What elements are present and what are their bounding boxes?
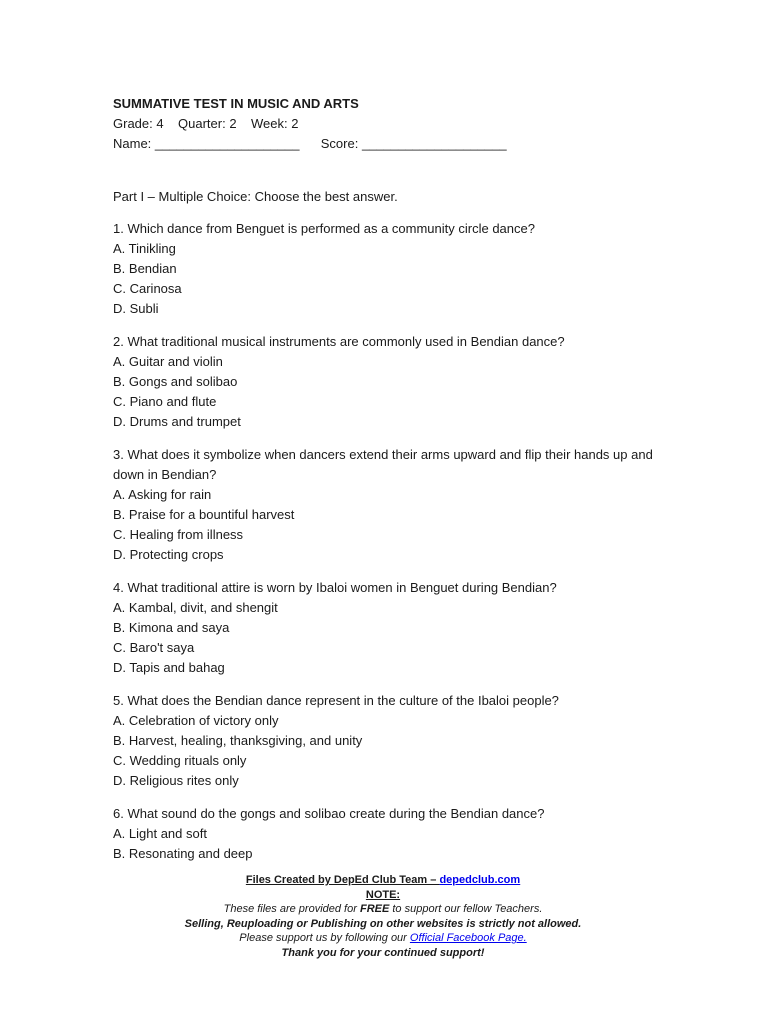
worksheet: [113, 94, 673, 877]
question-3: [113, 445, 673, 565]
question-text: 6. What sound do the gongs and solibao create during the Bendian dance?: [113, 806, 545, 821]
answer-option[interactable]: C. Piano and flute: [113, 394, 217, 409]
answer-option[interactable]: C. Carinosa: [113, 281, 182, 296]
answer-option[interactable]: C. Wedding rituals only: [113, 753, 247, 768]
answer-option[interactable]: B. Bendian: [113, 261, 177, 276]
score-field[interactable]: Score: ____________________: [320, 136, 507, 151]
footer-notice: [113, 873, 653, 960]
answer-option[interactable]: B. Resonating and deep: [113, 846, 253, 861]
answer-option[interactable]: D. Protecting crops: [113, 547, 224, 562]
answer-option[interactable]: D. Tapis and bahag: [113, 660, 225, 675]
answer-option[interactable]: A. Light and soft: [113, 826, 207, 841]
name-score-line: [113, 134, 673, 154]
question-text: 5. What does the Bendian dance represent in the culture of the Ibaloi people?: [113, 693, 559, 708]
answer-option[interactable]: B. Harvest, healing, thanksgiving, and unity: [113, 733, 363, 748]
answer-option[interactable]: B. Praise for a bountiful harvest: [113, 507, 295, 522]
grade-quarter-week: Grade: 4 Quarter: 2 Week: 2: [113, 116, 299, 131]
question-6: [113, 804, 673, 864]
question-text: 2. What traditional musical instruments are commonly used in Bendian dance?: [113, 334, 565, 349]
footer-note-label: NOTE:: [365, 888, 401, 901]
footer-free-line: These files are provided for FREE to support our fellow Teachers.: [223, 903, 543, 915]
answer-option[interactable]: C. Healing from illness: [113, 527, 244, 542]
question-list: [113, 219, 673, 864]
question-5: [113, 691, 673, 791]
answer-option[interactable]: A. Kambal, divit, and shengit: [113, 600, 278, 615]
question-text: 1. Which dance from Benguet is performed as a community circle dance?: [113, 221, 535, 236]
answer-option[interactable]: D. Religious rites only: [113, 773, 239, 788]
footer-credit: Files Created by DepEd Club Team – depedclub.com: [245, 874, 521, 886]
question-2: [113, 332, 673, 432]
instructions: Part I – Multiple Choice: Choose the best answer.: [113, 189, 398, 204]
answer-option[interactable]: B. Kimona and saya: [113, 620, 230, 635]
depedclub-link[interactable]: depedclub.com: [439, 874, 521, 886]
question-1: [113, 219, 673, 319]
footer-warning: Selling, Reuploading or Publishing on other websites is strictly not allowed.: [184, 917, 582, 930]
answer-option[interactable]: D. Subli: [113, 301, 159, 316]
footer-support-line: Please support us by following our Official Facebook Page.: [239, 932, 527, 944]
answer-option[interactable]: B. Gongs and solibao: [113, 374, 238, 389]
answer-option[interactable]: A. Celebration of victory only: [113, 713, 279, 728]
question-text: 3. What does it symbolize when dancers extend their arms upward and flip their hands up and down in Bendian?: [113, 447, 653, 482]
question-text: 4. What traditional attire is worn by Ibaloi women in Benguet during Bendian?: [113, 580, 557, 595]
name-field[interactable]: Name: ____________________: [113, 136, 300, 151]
footer-thanks: Thank you for your continued support!: [281, 946, 485, 959]
answer-option[interactable]: C. Baro't saya: [113, 640, 195, 655]
answer-option[interactable]: A. Tinikling: [113, 241, 176, 256]
question-4: [113, 578, 673, 678]
facebook-page-link[interactable]: Official Facebook Page.: [409, 932, 527, 944]
answer-option[interactable]: A. Asking for rain: [113, 487, 212, 502]
answer-option[interactable]: A. Guitar and violin: [113, 354, 223, 369]
answer-option[interactable]: D. Drums and trumpet: [113, 414, 241, 429]
worksheet-title: SUMMATIVE TEST IN MUSIC AND ARTS: [113, 96, 359, 111]
